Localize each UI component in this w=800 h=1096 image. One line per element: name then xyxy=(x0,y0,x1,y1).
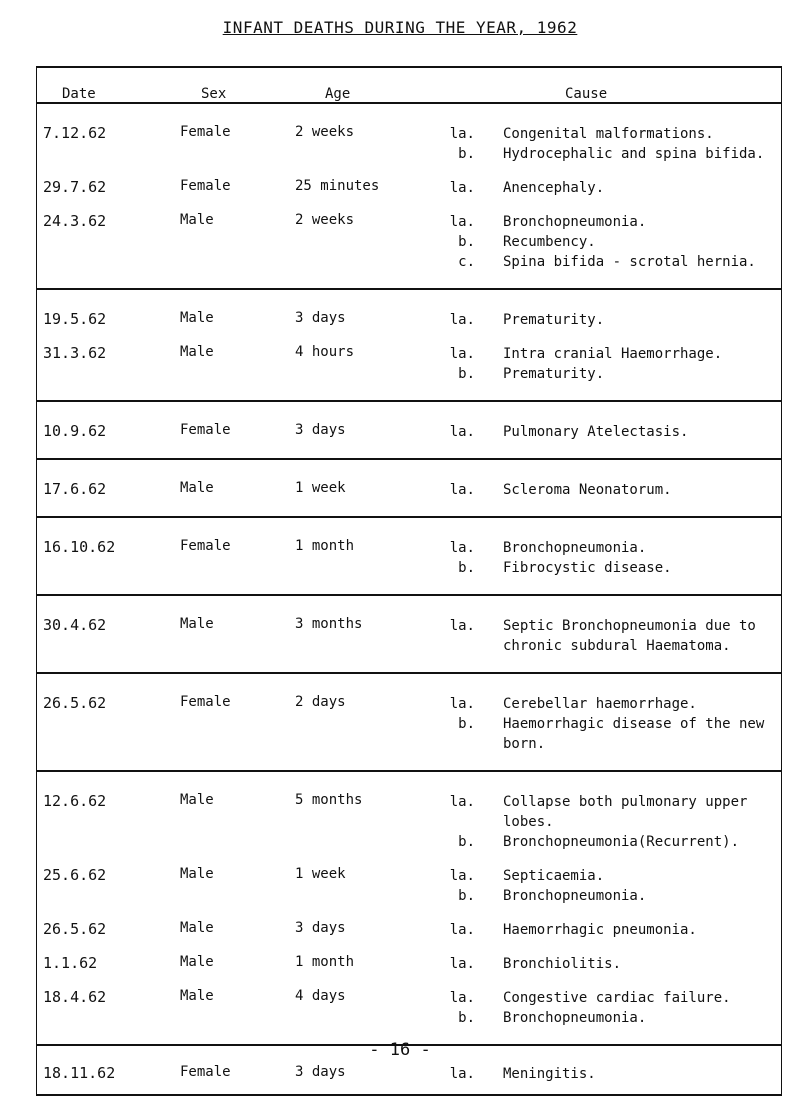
cause-label: la. xyxy=(449,312,475,328)
table-row xyxy=(37,988,781,1028)
cause-label: la. xyxy=(449,922,475,938)
cause-text: Bronchopneumonia(Recurrent). xyxy=(503,834,740,850)
cause-cell xyxy=(439,920,781,940)
cause-line xyxy=(439,866,781,886)
date-cell: 25.6.62 xyxy=(43,866,107,884)
date-cell: 29.7.62 xyxy=(43,178,107,196)
cause-cell xyxy=(439,538,781,578)
cause-line xyxy=(439,364,781,384)
cause-cell xyxy=(439,422,781,442)
age-cell: 4 hours xyxy=(295,344,355,360)
date-cell: 16.10.62 xyxy=(43,538,116,556)
age-cell: 2 weeks xyxy=(295,124,355,140)
table-group xyxy=(37,460,781,518)
cause-cell xyxy=(439,480,781,500)
cause-line xyxy=(439,616,781,656)
table-row xyxy=(37,538,781,578)
cause-line xyxy=(439,178,781,198)
table-row xyxy=(37,212,781,272)
cause-line xyxy=(439,714,781,754)
cause-cell xyxy=(439,694,781,754)
date-cell: 26.5.62 xyxy=(43,920,107,938)
cause-line xyxy=(439,538,781,558)
cause-cell xyxy=(439,212,781,272)
cause-cell xyxy=(439,178,781,198)
sex-cell: Male xyxy=(180,310,214,326)
cause-label: b. xyxy=(458,888,475,904)
cause-text: Meningitis. xyxy=(503,1066,596,1082)
cause-label: la. xyxy=(449,126,475,142)
cause-label: la. xyxy=(449,346,475,362)
date-cell: 10.9.62 xyxy=(43,422,107,440)
sex-cell: Male xyxy=(180,792,214,808)
age-cell: 25 minutes xyxy=(295,178,380,194)
cause-label: c. xyxy=(458,254,475,270)
cause-label: b. xyxy=(458,716,475,732)
cause-line xyxy=(439,558,781,578)
cause-label: b. xyxy=(458,834,475,850)
cause-label: b. xyxy=(458,560,475,576)
cause-line xyxy=(439,232,781,252)
sex-cell: Female xyxy=(180,178,231,194)
table-group xyxy=(37,596,781,674)
table-row xyxy=(37,866,781,906)
cause-line xyxy=(439,694,781,714)
table-group xyxy=(37,402,781,460)
cause-cell xyxy=(439,866,781,906)
cause-line xyxy=(439,344,781,364)
age-cell: 3 days xyxy=(295,920,346,936)
cause-line xyxy=(439,988,781,1008)
cause-label: la. xyxy=(449,990,475,1006)
cause-text: Fibrocystic disease. xyxy=(503,560,672,576)
cause-line xyxy=(439,124,781,144)
sex-cell: Male xyxy=(180,616,214,632)
table-row xyxy=(37,344,781,384)
age-cell: 2 weeks xyxy=(295,212,355,228)
infant-deaths-table xyxy=(36,66,782,1096)
page-title: INFANT DEATHS DURING THE YEAR, 1962 xyxy=(222,18,578,37)
cause-text: Pulmonary Atelectasis. xyxy=(503,424,689,440)
cause-line xyxy=(439,310,781,330)
table-row xyxy=(37,124,781,164)
cause-text: Scleroma Neonatorum. xyxy=(503,482,672,498)
age-cell: 1 month xyxy=(295,538,355,554)
cause-cell xyxy=(439,124,781,164)
cause-line xyxy=(439,886,781,906)
cause-line xyxy=(439,480,781,500)
date-cell: 7.12.62 xyxy=(43,124,107,142)
cause-text: Haemorrhagic disease of the new born. xyxy=(503,716,765,752)
date-cell: 18.11.62 xyxy=(43,1064,116,1082)
cause-text: Intra cranial Haemorrhage. xyxy=(503,346,723,362)
header-cause: Cause xyxy=(565,86,608,102)
sex-cell: Female xyxy=(180,1064,231,1080)
cause-text: Congenital malformations. xyxy=(503,126,714,142)
cause-label: b. xyxy=(458,366,475,382)
cause-text: Congestive cardiac failure. xyxy=(503,990,731,1006)
table-group xyxy=(37,104,781,290)
cause-line xyxy=(439,144,781,164)
sex-cell: Male xyxy=(180,988,214,1004)
cause-text: Recumbency. xyxy=(503,234,596,250)
table-group xyxy=(37,518,781,596)
table-row xyxy=(37,616,781,656)
table-group xyxy=(37,674,781,772)
sex-cell: Female xyxy=(180,538,231,554)
cause-line xyxy=(439,252,781,272)
cause-text: Hydrocephalic and spina bifida. xyxy=(503,146,765,162)
age-cell: 3 days xyxy=(295,422,346,438)
sex-cell: Female xyxy=(180,694,231,710)
cause-label: la. xyxy=(449,1066,475,1082)
cause-text: Cerebellar haemorrhage. xyxy=(503,696,697,712)
cause-label: la. xyxy=(449,424,475,440)
cause-line xyxy=(439,1008,781,1028)
table-row xyxy=(37,422,781,442)
cause-cell xyxy=(439,616,781,656)
cause-text: Bronchopneumonia. xyxy=(503,888,647,904)
table-row xyxy=(37,310,781,330)
header-sex: Sex xyxy=(201,86,227,102)
cause-text: Spina bifida - scrotal hernia. xyxy=(503,254,756,270)
sex-cell: Female xyxy=(180,124,231,140)
sex-cell: Male xyxy=(180,954,214,970)
date-cell: 24.3.62 xyxy=(43,212,107,230)
cause-label: b. xyxy=(458,146,475,162)
cause-label: la. xyxy=(449,180,475,196)
cause-cell xyxy=(439,1064,781,1084)
table-row xyxy=(37,480,781,500)
cause-text: Bronchiolitis. xyxy=(503,956,622,972)
cause-cell xyxy=(439,792,781,852)
table-row xyxy=(37,694,781,754)
sex-cell: Male xyxy=(180,866,214,882)
cause-text: Anencephaly. xyxy=(503,180,605,196)
header-age: Age xyxy=(325,86,351,102)
header-date: Date xyxy=(62,86,96,102)
sex-cell: Male xyxy=(180,212,214,228)
age-cell: 1 month xyxy=(295,954,355,970)
date-cell: 1.1.62 xyxy=(43,954,98,972)
cause-label: la. xyxy=(449,482,475,498)
cause-label: la. xyxy=(449,214,475,230)
cause-label: la. xyxy=(449,540,475,556)
date-cell: 26.5.62 xyxy=(43,694,107,712)
age-cell: 2 days xyxy=(295,694,346,710)
page-number: - 16 - xyxy=(369,1040,431,1060)
sex-cell: Female xyxy=(180,422,231,438)
sex-cell: Male xyxy=(180,480,214,496)
cause-label: la. xyxy=(449,794,475,810)
cause-text: Bronchopneumonia. xyxy=(503,1010,647,1026)
table-group xyxy=(37,290,781,402)
cause-text: Prematurity. xyxy=(503,366,605,382)
cause-cell xyxy=(439,310,781,330)
date-cell: 18.4.62 xyxy=(43,988,107,1006)
table-row xyxy=(37,792,781,852)
cause-line xyxy=(439,920,781,940)
age-cell: 3 months xyxy=(295,616,363,632)
sex-cell: Male xyxy=(180,920,214,936)
table-row xyxy=(37,954,781,974)
cause-label: la. xyxy=(449,696,475,712)
cause-line xyxy=(439,792,781,832)
date-cell: 19.5.62 xyxy=(43,310,107,328)
cause-text: Septicaemia. xyxy=(503,868,605,884)
cause-label: la. xyxy=(449,868,475,884)
cause-text: Prematurity. xyxy=(503,312,605,328)
date-cell: 31.3.62 xyxy=(43,344,107,362)
table-row xyxy=(37,178,781,198)
cause-text: Bronchopneumonia. xyxy=(503,214,647,230)
table-row xyxy=(37,920,781,940)
cause-text: Bronchopneumonia. xyxy=(503,540,647,556)
cause-line xyxy=(439,832,781,852)
age-cell: 4 days xyxy=(295,988,346,1004)
date-cell: 12.6.62 xyxy=(43,792,107,810)
cause-text: Septic Bronchopneumonia due to chronic subdural Haematoma. xyxy=(503,618,756,654)
date-cell: 17.6.62 xyxy=(43,480,107,498)
age-cell: 3 days xyxy=(295,310,346,326)
cause-label: b. xyxy=(458,234,475,250)
cause-text: Haemorrhagic pneumonia. xyxy=(503,922,697,938)
cause-cell xyxy=(439,954,781,974)
table-header xyxy=(37,68,781,104)
cause-line xyxy=(439,212,781,232)
cause-label: b. xyxy=(458,1010,475,1026)
age-cell: 3 days xyxy=(295,1064,346,1080)
date-cell: 30.4.62 xyxy=(43,616,107,634)
age-cell: 1 week xyxy=(295,866,346,882)
cause-line xyxy=(439,954,781,974)
table-row xyxy=(37,1064,781,1084)
cause-label: la. xyxy=(449,618,475,634)
cause-cell xyxy=(439,344,781,384)
cause-text: Collapse both pulmonary upper lobes. xyxy=(503,794,748,830)
age-cell: 5 months xyxy=(295,792,363,808)
cause-cell xyxy=(439,988,781,1028)
cause-line xyxy=(439,1064,781,1084)
sex-cell: Male xyxy=(180,344,214,360)
age-cell: 1 week xyxy=(295,480,346,496)
cause-label: la. xyxy=(449,956,475,972)
cause-line xyxy=(439,422,781,442)
table-group xyxy=(37,772,781,1046)
